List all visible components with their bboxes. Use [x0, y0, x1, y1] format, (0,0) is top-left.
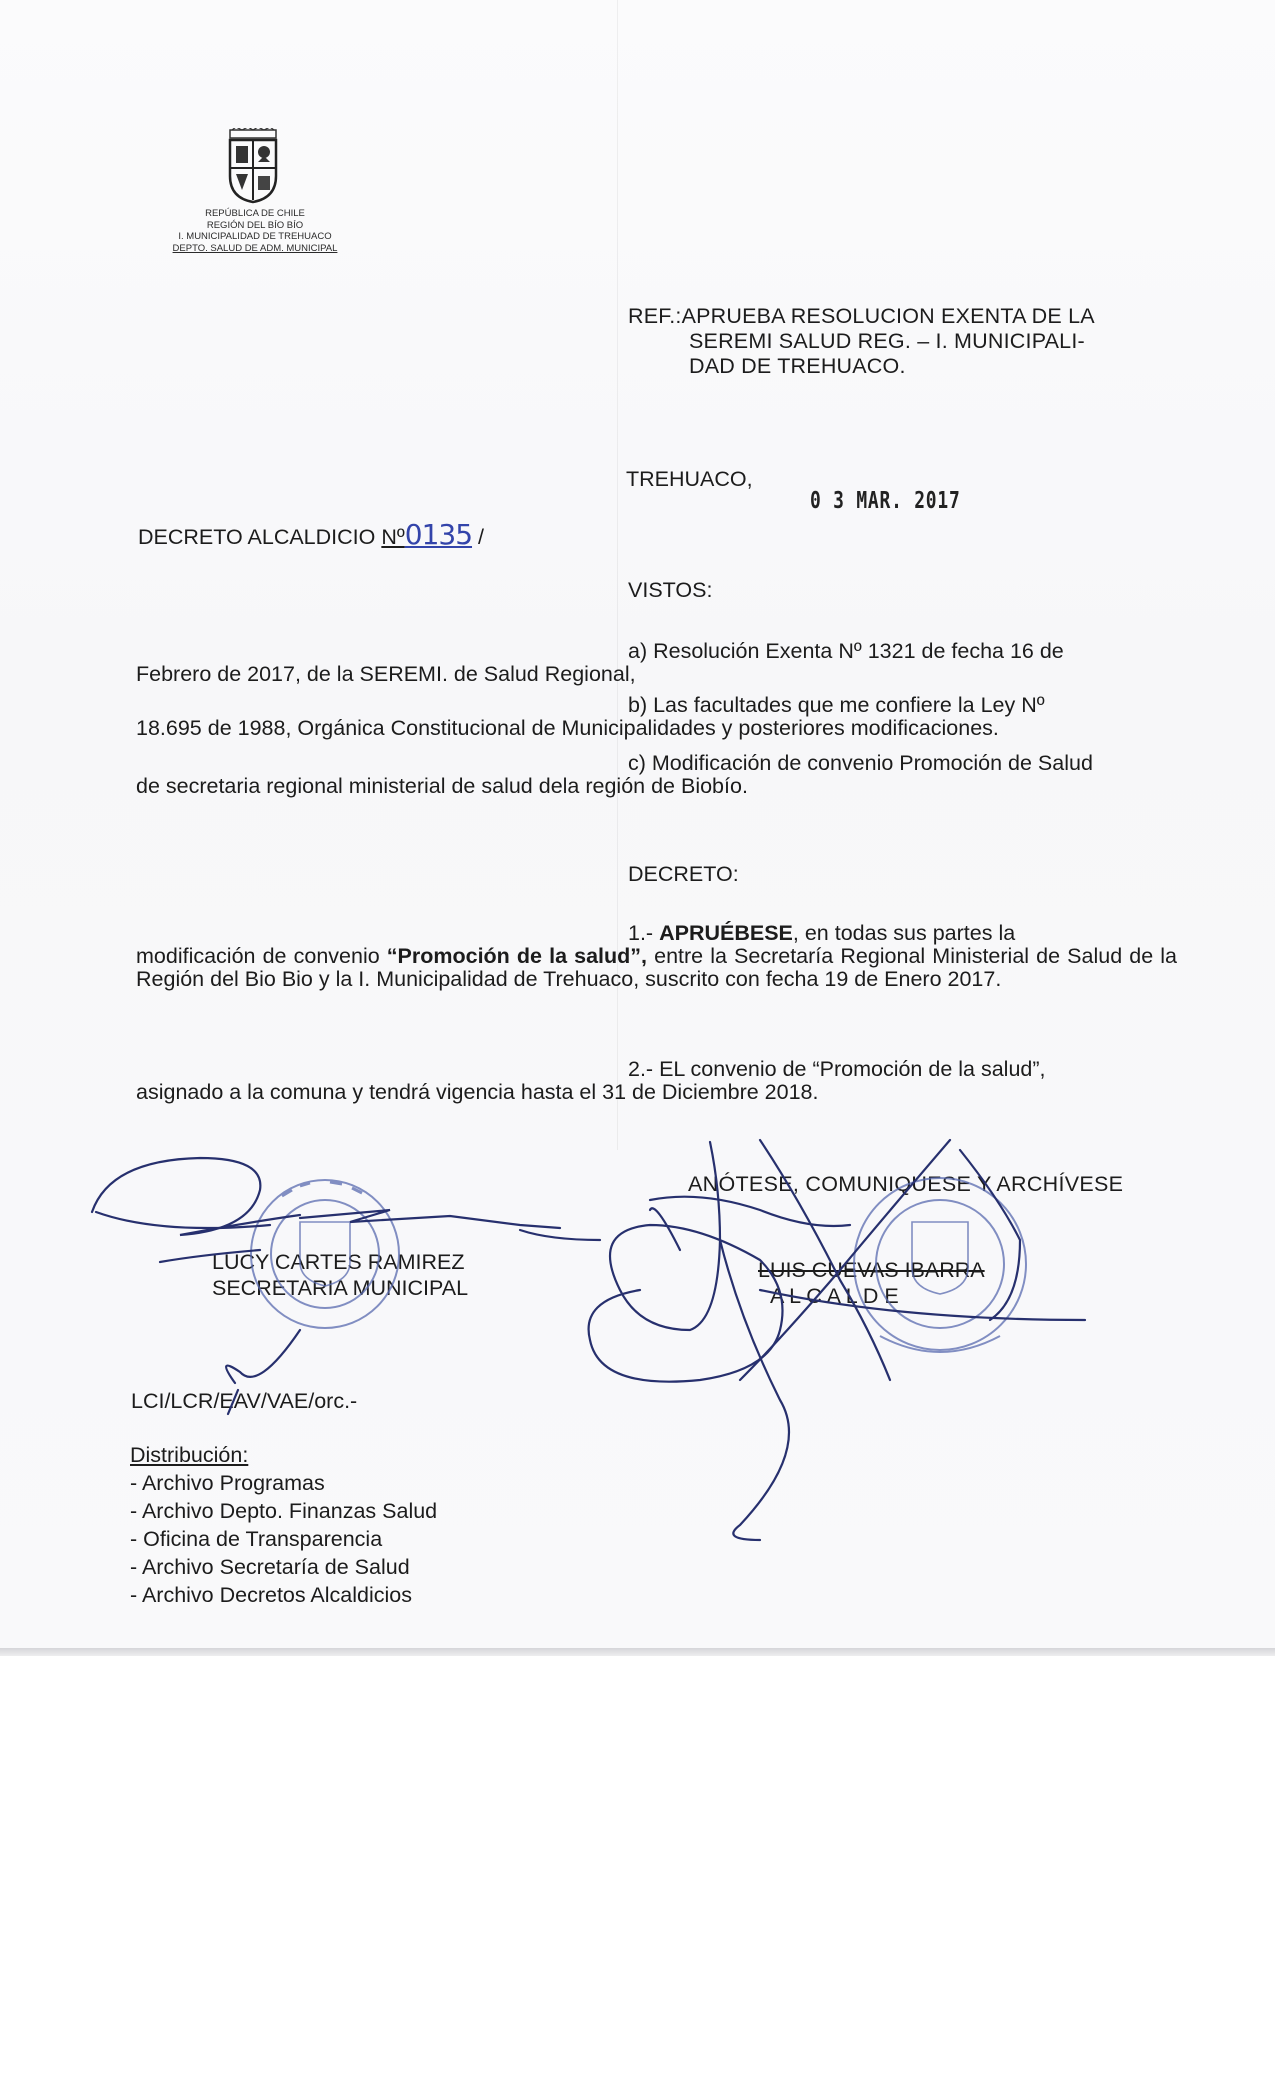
- decreto-item-2: [136, 1058, 1177, 1104]
- signature-block-mayor: [758, 1257, 985, 1309]
- item-text: modificación de convenio: [136, 944, 387, 968]
- signature-block-secretary: [212, 1249, 468, 1301]
- reference-line: DAD DE TREHUACO.: [689, 354, 906, 378]
- reference-initials: LCI/LCR/EAV/VAE/orc.-: [131, 1389, 358, 1413]
- signatory-name: LUIS CUEVAS IBARRA: [758, 1258, 985, 1282]
- decree-number-suffix: /: [478, 525, 484, 549]
- distribution-item: - Archivo Decretos Alcaldicios: [130, 1583, 412, 1607]
- letterhead-line: I. MUNICIPALIDAD DE TREHUACO: [178, 231, 332, 242]
- decreto-item-first-line: [136, 922, 1177, 945]
- item-text: entre la Secretaría Regional Ministerial de Salud de la Región del Bio Bio y la I. Municipalidad de Trehuaco, suscrito con fecha 19 de Enero 2017.: [136, 944, 1178, 991]
- letterhead-line: REPÚBLICA DE CHILE: [205, 208, 305, 219]
- decree-number-label: Nº: [381, 525, 405, 549]
- signatory-name: LUCY CARTES RAMIREZ: [212, 1250, 465, 1274]
- program-name: “Promoción de la salud”,: [386, 944, 648, 968]
- letterhead: [130, 208, 380, 254]
- item-number: 1.-: [628, 921, 654, 945]
- vistos-item: [136, 694, 1177, 740]
- signatory-title: A L C A L D E: [770, 1284, 899, 1308]
- reference-line: REF.:APRUEBA RESOLUCION EXENTA DE LA: [628, 304, 1095, 328]
- vistos-item-text: de secretaria regional ministerial de salud dela región de Biobío.: [136, 774, 748, 798]
- date-stamp: 0 3 MAR. 2017: [810, 488, 961, 514]
- decree-number: [138, 518, 484, 551]
- place: TREHUACO,: [626, 467, 753, 491]
- vistos-item: [136, 640, 1177, 686]
- decreto-item-1: [136, 922, 1177, 991]
- letterhead-line: REGIÓN DEL BÍO BÍO: [206, 219, 304, 231]
- reference-block: [628, 304, 1188, 379]
- vistos-item: [136, 752, 1177, 798]
- vistos-item-text: 18.695 de 1988, Orgánica Constitucional de Municipalidades y posteriores modificaciones.: [136, 716, 999, 740]
- item-text: , en todas sus partes la: [792, 921, 1016, 945]
- reference-line: SEREMI SALUD REG. – I. MUNICIPALI-: [689, 329, 1085, 353]
- distribution-list: [130, 1441, 437, 1609]
- vistos-item-first-line: a) Resolución Exenta Nº 1321 de fecha 16 de: [628, 639, 1064, 663]
- distribution-item: - Oficina de Transparencia: [130, 1527, 383, 1551]
- decreto-title: DECRETO:: [628, 862, 739, 886]
- decree-number-handwritten: 0135: [404, 518, 473, 551]
- distribution-title: Distribución:: [130, 1443, 249, 1467]
- closing-formula: ANÓTESE, COMUNIQUESE Y ARCHÍVESE: [688, 1172, 1124, 1196]
- letterhead-line: DEPTO. SALUD DE ADM. MUNICIPAL: [172, 242, 338, 254]
- municipal-crest-icon: [222, 128, 284, 204]
- vistos-title: VISTOS:: [628, 578, 713, 602]
- item-text: asignado a la comuna y tendrá vigencia hasta el 31 de Diciembre 2018.: [136, 1080, 819, 1104]
- decreto-item-first-line: 2.- EL convenio de “Promoción de la salud”,: [628, 1057, 1046, 1081]
- vistos-item-text: Febrero de 2017, de la SEREMI. de Salud Regional,: [136, 662, 636, 686]
- vistos-item-first-line: c) Modificación de convenio Promoción de Salud: [628, 751, 1093, 775]
- distribution-item: - Archivo Depto. Finanzas Salud: [130, 1499, 438, 1523]
- distribution-item: - Archivo Secretaría de Salud: [130, 1555, 410, 1579]
- decree-label: DECRETO ALCALDICIO: [138, 525, 376, 549]
- distribution-item: - Archivo Programas: [130, 1471, 325, 1495]
- approve-word: APRUÉBESE: [659, 921, 793, 945]
- signatory-title: SECRETARIA MUNICIPAL: [212, 1276, 469, 1300]
- vistos-item-first-line: b) Las facultades que me confiere la Ley Nº: [628, 693, 1045, 717]
- page-bottom-edge: [0, 1648, 1275, 1656]
